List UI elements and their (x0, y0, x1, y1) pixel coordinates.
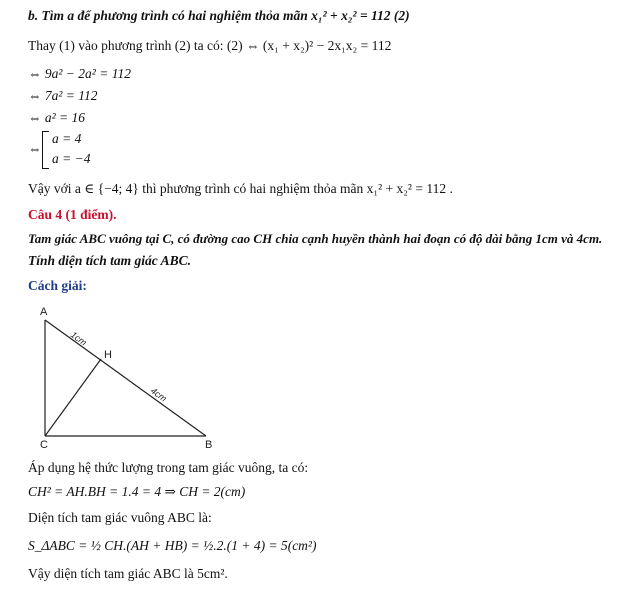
step-1: ⇔ 9a² − 2a² = 112 (28, 66, 131, 81)
formula-ch: CH² = AH.BH = 1.4 = 4 ⇒ CH = 2(cm) (28, 484, 246, 499)
label-a: A (40, 306, 48, 318)
question-4-statement-1: Tam giác ABC vuông tại C, có đường cao CH chia cạnh huyền thành hai đoạn có độ dài bằng 1cm và 4cm. (28, 231, 603, 246)
cases-arrow: ⇔ (28, 141, 42, 156)
final-answer: Vậy diện tích tam giác ABC là 5cm². (28, 566, 228, 581)
label-c: C (40, 439, 48, 451)
label-h: H (104, 349, 112, 361)
question-4-title: Câu 4 (1 điểm). (28, 207, 117, 222)
solution-label: Cách giải: (28, 278, 87, 293)
label-4cm: 4cm (148, 385, 169, 404)
case-1: a = 4 (52, 131, 82, 146)
part-b-conclusion: Vậy với a ∈ {−4; 4} thì phương trình có hai nghiệm thỏa mãn x₁² + x₂² = 112 . (28, 181, 453, 196)
altitude-ch (45, 359, 101, 436)
solution-intro: Áp dụng hệ thức lượng trong tam giác vuông, ta có: (28, 460, 309, 475)
area-formula: S_ΔABC = ½ CH.(AH + HB) = ½.2.(1 + 4) = 5(cm²) (28, 538, 317, 553)
label-1cm: 1cm (68, 329, 89, 348)
area-intro: Diện tích tam giác vuông ABC là: (28, 510, 212, 525)
case-2: a = −4 (52, 151, 91, 166)
part-b-heading: b. Tìm a để phương trình có hai nghiệm thỏa mãn x₁² + x₂² = 112 (2) (28, 8, 410, 23)
label-b: B (205, 439, 213, 451)
question-4-statement-2: Tính diện tích tam giác ABC. (28, 253, 192, 268)
step-2: ⇔ 7a² = 112 (28, 88, 98, 103)
step-3: ⇔ a² = 16 (28, 110, 86, 125)
step-intro: Thay (1) vào phương trình (2) ta có: (2) ⇔ (x₁ + x₂)² − 2x₁x₂ = 112 (28, 38, 392, 53)
